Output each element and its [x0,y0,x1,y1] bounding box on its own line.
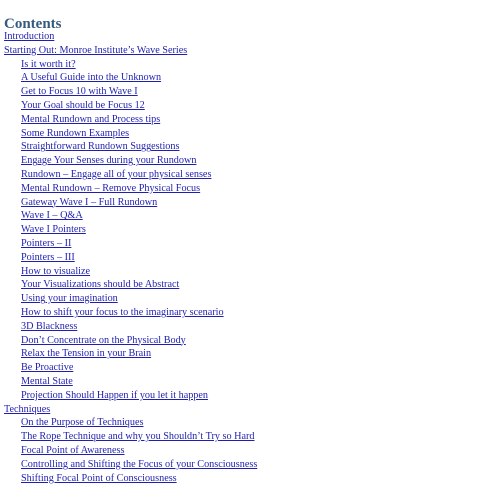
toc-entry [0,196,257,210]
toc-entry [0,44,257,58]
toc-link[interactable]: On the Purpose of Techniques [21,417,144,429]
toc-link[interactable]: Engage Your Senses during your Rundown [21,155,197,167]
toc-link[interactable]: Mental Rundown and Process tips [21,113,161,125]
toc-link[interactable]: Be Proactive [21,362,74,374]
toc-entry [0,182,257,196]
toc-list [0,30,257,485]
toc-link[interactable]: Introduction [4,31,55,42]
toc-link[interactable]: A Useful Guide into the Unknown [21,72,162,84]
toc-link[interactable]: 3D Blackness [21,320,78,332]
toc-link[interactable]: Wave I – Q&A [21,210,83,222]
toc-link[interactable]: Controlling and Shifting the Focus of your Consciousness [21,458,258,470]
toc-link[interactable]: How to shift your focus to the imaginary scenario [21,306,224,318]
toc-entry [0,30,257,44]
toc-link[interactable]: Techniques [4,403,51,415]
toc-link[interactable]: Your Visualizations should be Abstract [21,279,180,291]
toc-entry [0,154,257,168]
toc-link[interactable]: Is it worth it? [21,58,76,70]
toc-entry [0,444,257,458]
toc-link[interactable]: How to visualize [21,265,91,277]
toc-entry [0,127,257,141]
toc-entry [0,223,257,237]
toc-link[interactable]: Projection Should Happen if you let it happen [21,389,209,401]
toc-entry [0,430,257,444]
toc-link[interactable]: Rundown – Engage all of your physical senses [21,168,212,180]
toc-link[interactable]: Relax the Tension in your Brain [21,348,152,360]
toc-entry [0,306,257,320]
toc-entry [0,389,257,403]
toc-entry [0,403,257,417]
toc-link[interactable]: Starting Out: Monroe Institute’s Wave Series [4,44,188,56]
toc-link[interactable]: Mental Rundown – Remove Physical Focus [21,182,201,194]
toc-entry [0,320,257,334]
toc-link[interactable]: Wave I Pointers [21,224,86,236]
toc-link[interactable]: Focal Point of Awareness [21,444,125,456]
toc-link[interactable]: Some Rundown Examples [21,127,130,139]
toc-entry [0,168,257,182]
toc-entry [0,237,257,251]
toc-entry [0,71,257,85]
toc-link[interactable]: Using your imagination [21,293,118,305]
toc-entry [0,140,257,154]
toc-entry [0,361,257,375]
toc-link[interactable]: Get to Focus 10 with Wave I [21,86,138,98]
toc-link[interactable]: Shifting Focal Point of Consciousness [21,472,177,484]
toc-entry [0,416,257,430]
toc-entry [0,292,257,306]
toc-link[interactable]: Pointers – III [21,251,75,263]
toc-entry [0,58,257,72]
toc-link[interactable]: The Rope Technique and why you Shouldn’t Try so Hard [21,431,255,443]
toc-link[interactable]: Straightforward Rundown Suggestions [21,141,180,153]
toc-link[interactable]: Don’t Concentrate on the Physical Body [21,334,186,346]
toc-link[interactable]: Gateway Wave I – Full Rundown [21,196,158,208]
toc-entry [0,85,257,99]
toc-link[interactable]: Mental State [21,375,73,387]
toc-link[interactable]: Pointers – II [21,237,72,249]
toc-entry [0,99,257,113]
toc-entry [0,265,257,279]
toc-entry [0,334,257,348]
toc-heading: Contents [4,16,62,32]
toc-entry [0,278,257,292]
toc-entry [0,458,257,472]
toc-entry [0,375,257,389]
toc-link[interactable]: Your Goal should be Focus 12 [21,99,145,111]
toc-entry [0,209,257,223]
toc-entry [0,113,257,127]
toc-entry [0,347,257,361]
toc-entry [0,251,257,265]
toc-entry [0,472,257,486]
